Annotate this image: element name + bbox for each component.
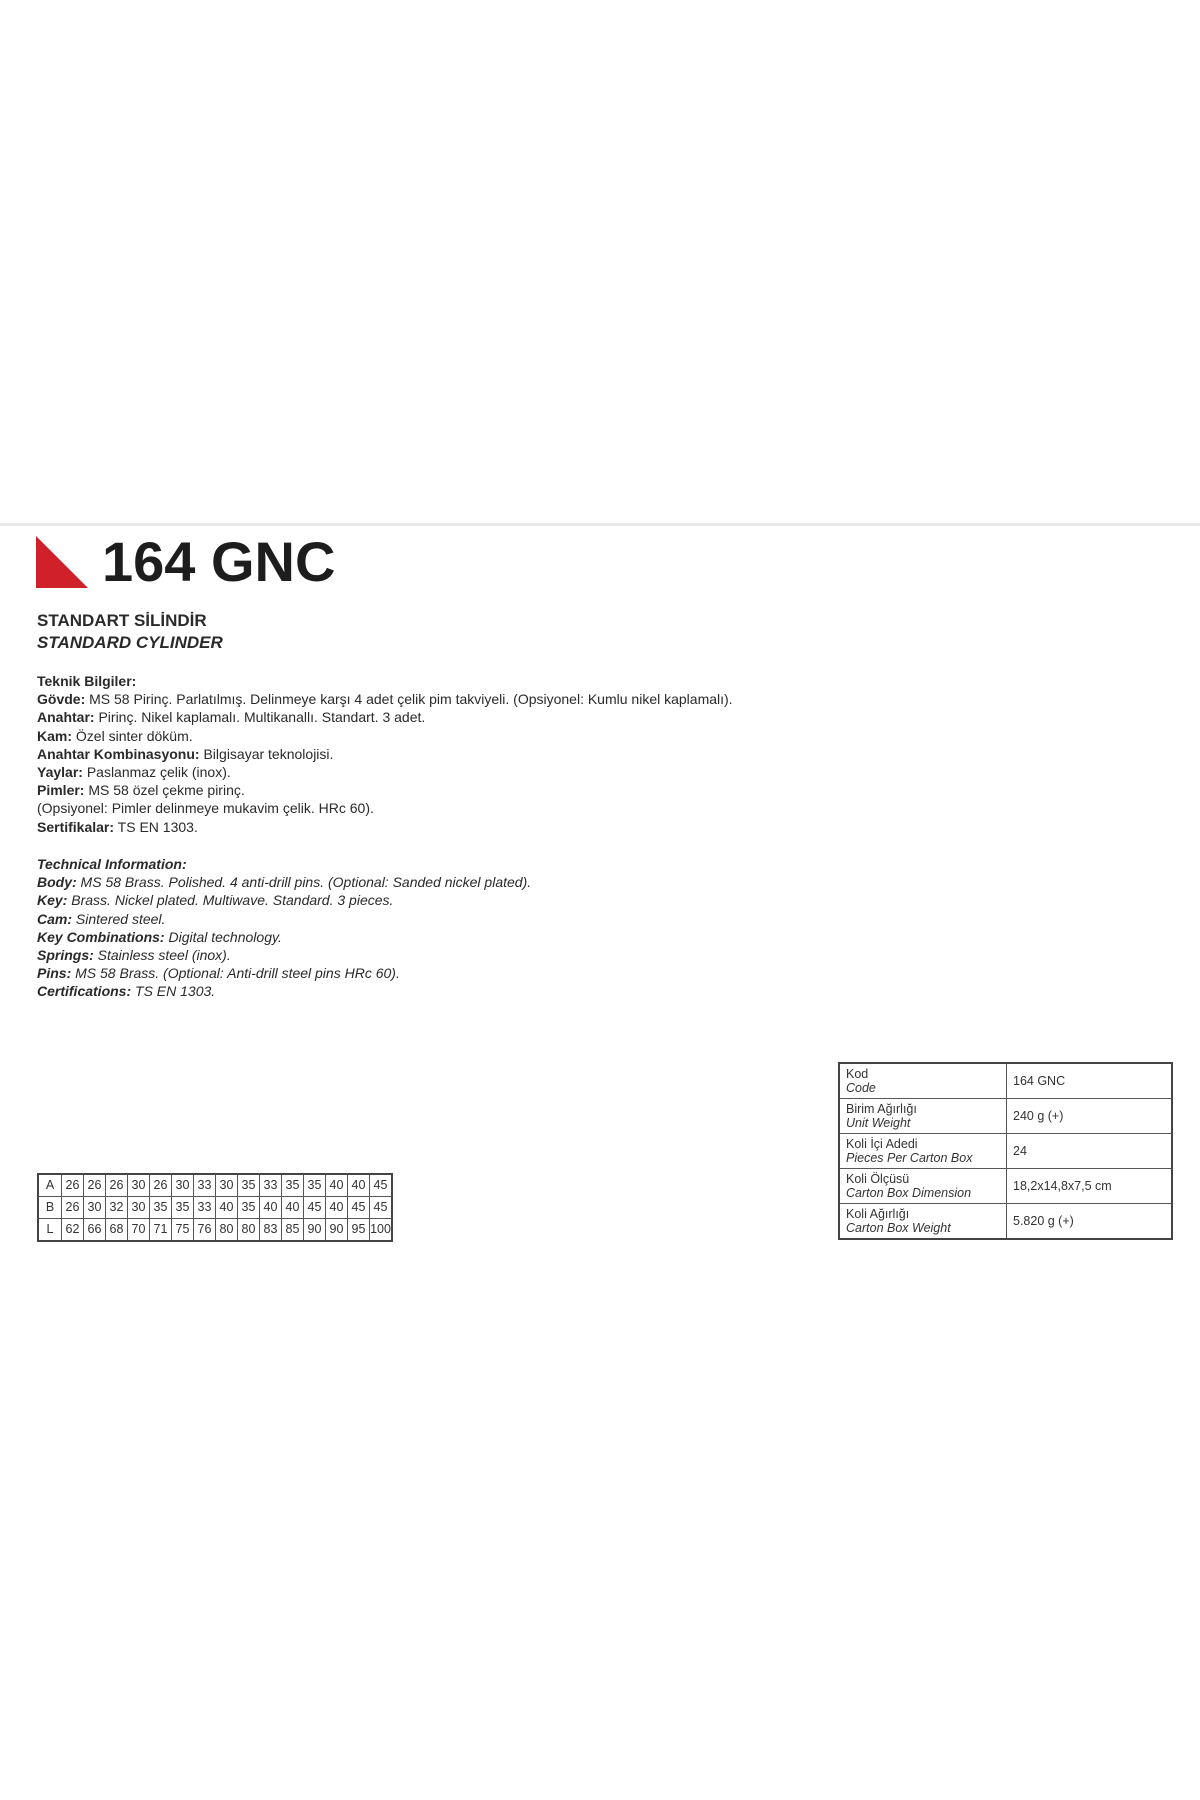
spec-row: Certifications: TS EN 1303. xyxy=(37,983,216,1000)
dimension-value: 26 xyxy=(62,1197,84,1219)
info-label: Koli İçi Adedi Pieces Per Carton Box xyxy=(839,1134,1007,1169)
spec-row: Cam: Sintered steel. xyxy=(37,910,166,927)
dimension-value: 40 xyxy=(348,1174,370,1197)
dimension-value: 26 xyxy=(150,1174,172,1197)
spec-row: Body: MS 58 Brass. Polished. 4 anti-drill pins. (Optional: Sanded nickel plated). xyxy=(37,874,532,891)
spec-heading: Technical Information: xyxy=(37,856,187,872)
dimension-value: 71 xyxy=(150,1219,172,1242)
table-row xyxy=(38,1219,392,1242)
dimension-value: 70 xyxy=(128,1219,150,1242)
dimension-label: B xyxy=(38,1197,62,1219)
info-value: 5.820 g (+) xyxy=(1007,1204,1173,1240)
dimension-value: 35 xyxy=(282,1174,304,1197)
info-value: 18,2x14,8x7,5 cm xyxy=(1007,1169,1173,1204)
spec-row: Anahtar: Pirinç. Nikel kaplamalı. Multikanallı. Standart. 3 adet. xyxy=(37,709,426,726)
dimension-value: 83 xyxy=(260,1219,282,1242)
spec-row: (Opsiyonel: Pimler delinmeye mukavim çelik. HRc 60). xyxy=(37,800,374,817)
table-row xyxy=(839,1169,1172,1204)
info-value: 164 GNC xyxy=(1007,1063,1173,1099)
spec-row: Gövde: MS 58 Pirinç. Parlatılmış. Delinmeye karşı 4 adet çelik pim takviyeli. (Opsiyonel: Kumlu nikel kaplamalı). xyxy=(37,691,733,708)
product-code-title: 164 GNC xyxy=(102,530,336,593)
dimension-value: 62 xyxy=(62,1219,84,1242)
dimension-value: 30 xyxy=(172,1174,194,1197)
spec-row: Pins: MS 58 Brass. (Optional: Anti-drill steel pins HRc 60). xyxy=(37,965,400,982)
dimension-value: 32 xyxy=(106,1197,128,1219)
dimension-value: 26 xyxy=(62,1174,84,1197)
spec-row: Springs: Stainless steel (inox). xyxy=(37,947,231,964)
dimension-value: 68 xyxy=(106,1219,128,1242)
spec-heading: Teknik Bilgiler: xyxy=(37,673,137,689)
info-label: Koli Ağırlığı Carton Box Weight xyxy=(839,1204,1007,1240)
table-row xyxy=(839,1099,1172,1134)
top-divider xyxy=(0,523,1200,526)
spec-row: Pimler: MS 58 özel çekme pirinç. xyxy=(37,782,245,799)
dimension-value: 26 xyxy=(106,1174,128,1197)
dimension-value: 80 xyxy=(216,1219,238,1242)
dimension-value: 35 xyxy=(304,1174,326,1197)
info-label: Koli Ölçüsü Carton Box Dimension xyxy=(839,1169,1007,1204)
dimension-value: 85 xyxy=(282,1219,304,1242)
dimension-value: 33 xyxy=(194,1197,216,1219)
dimension-value: 40 xyxy=(260,1197,282,1219)
spec-row: Sertifikalar: TS EN 1303. xyxy=(37,818,198,835)
product-header xyxy=(36,532,335,592)
packaging-info-table xyxy=(838,1062,1173,1240)
dimension-value: 95 xyxy=(348,1219,370,1242)
dimension-value: 33 xyxy=(260,1174,282,1197)
table-row xyxy=(839,1063,1172,1099)
table-row xyxy=(839,1204,1172,1240)
brand-triangle-icon xyxy=(36,536,88,588)
dimension-value: 45 xyxy=(370,1174,393,1197)
spec-row: Kam: Özel sinter döküm. xyxy=(37,727,193,744)
subtitle-turkish: STANDART SİLİNDİR xyxy=(37,611,207,630)
dimension-value: 90 xyxy=(326,1219,348,1242)
table-row xyxy=(839,1134,1172,1169)
dimension-value: 45 xyxy=(304,1197,326,1219)
info-label: Kod Code xyxy=(839,1063,1007,1099)
dimension-value: 26 xyxy=(84,1174,106,1197)
spec-row: Key: Brass. Nickel plated. Multiwave. Standard. 3 pieces. xyxy=(37,892,394,909)
dimension-value: 80 xyxy=(238,1219,260,1242)
dimension-value: 45 xyxy=(370,1197,393,1219)
spec-row: Key Combinations: Digital technology. xyxy=(37,928,282,945)
dimensions-table xyxy=(37,1173,393,1242)
dimension-value: 33 xyxy=(194,1174,216,1197)
subtitle-english: STANDARD CYLINDER xyxy=(37,633,223,652)
spec-row: Yaylar: Paslanmaz çelik (inox). xyxy=(37,764,231,781)
dimension-value: 30 xyxy=(128,1174,150,1197)
dimension-label: L xyxy=(38,1219,62,1242)
info-value: 24 xyxy=(1007,1134,1173,1169)
dimension-value: 76 xyxy=(194,1219,216,1242)
dimension-value: 35 xyxy=(238,1197,260,1219)
dimension-value: 35 xyxy=(172,1197,194,1219)
product-subtitles xyxy=(37,610,223,654)
dimension-value: 30 xyxy=(216,1174,238,1197)
dimension-value: 75 xyxy=(172,1219,194,1242)
dimension-value: 30 xyxy=(84,1197,106,1219)
dimension-value: 40 xyxy=(282,1197,304,1219)
dimension-value: 100 xyxy=(370,1219,393,1242)
dimension-value: 40 xyxy=(326,1197,348,1219)
dimension-value: 40 xyxy=(326,1174,348,1197)
dimension-value: 35 xyxy=(150,1197,172,1219)
dimension-label: A xyxy=(38,1174,62,1197)
spec-row: Anahtar Kombinasyonu: Bilgisayar teknolojisi. xyxy=(37,745,334,762)
table-row xyxy=(38,1197,392,1219)
dimension-value: 35 xyxy=(238,1174,260,1197)
table-row xyxy=(38,1174,392,1197)
dimension-value: 90 xyxy=(304,1219,326,1242)
info-value: 240 g (+) xyxy=(1007,1099,1173,1134)
dimension-value: 30 xyxy=(128,1197,150,1219)
technical-info-turkish xyxy=(37,672,733,836)
dimension-value: 66 xyxy=(84,1219,106,1242)
dimension-value: 45 xyxy=(348,1197,370,1219)
info-label: Birim Ağırlığı Unit Weight xyxy=(839,1099,1007,1134)
technical-info-english xyxy=(37,855,531,1001)
dimension-value: 40 xyxy=(216,1197,238,1219)
